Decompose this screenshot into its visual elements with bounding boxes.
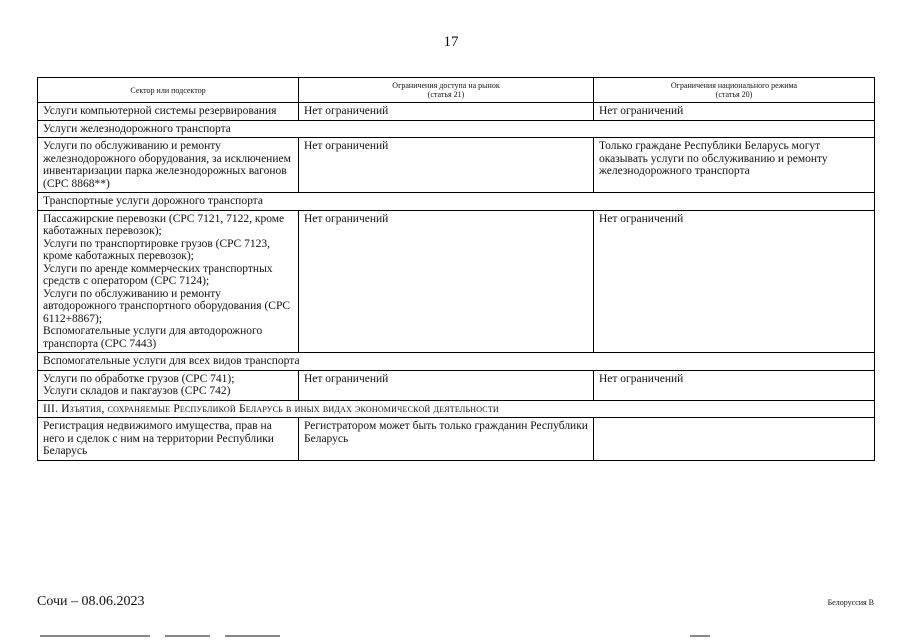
national-treatment-cell [594, 418, 875, 461]
section-row [38, 353, 875, 371]
sector-text: Услуги по транспортировке грузов (CPC 7123, кроме каботажных перевозок); [43, 237, 270, 262]
sector-text: Услуги по обработке грузов (CPC 741); [43, 372, 235, 385]
table-row [38, 418, 875, 461]
sector-text: Услуги по аренде коммерческих транспортных средств с оператором (CPC 7124); [43, 262, 273, 287]
section-row [38, 193, 875, 211]
sector-text: Услуги складов и пакгаузов (CPC 742) [43, 385, 231, 397]
sector-text: Услуги компьютерной системы резервирования [43, 105, 277, 117]
sector-text: Услуги по обслуживанию и ремонту железнодорожного оборудования, за исключением инвентаризации парка железнодорожных вагонов (CPC 8868**) [43, 140, 291, 190]
header-sector-label: Сектор или подсектор [130, 85, 206, 95]
sector-text: Пассажирские перевозки (CPC 7121, 7122, кроме каботажных перевозок); [43, 212, 285, 237]
sector-cell [38, 138, 299, 193]
header-national-treatment-article: (статья 20) [715, 90, 753, 99]
header-market-access-label: Ограничения доступа на рынок [392, 81, 500, 90]
sector-cell [38, 210, 299, 353]
sector-text: Услуги по обслуживанию и ремонту автодорожного транспортного оборудования (CPC 6112+8867); [43, 287, 291, 325]
schedule-table [37, 77, 875, 461]
sector-cell [38, 418, 299, 461]
table-row [38, 370, 875, 400]
market-access-cell: Нет ограничений [299, 210, 594, 353]
header-national-treatment [594, 78, 875, 103]
national-treatment-cell: Только граждане Республики Беларусь могут оказывать услуги по обслуживанию и ремонту железнодорожного транспорта [594, 138, 875, 193]
sector-cell [38, 103, 299, 121]
footer-place-date: Сочи – 08.06.2023 [37, 594, 145, 609]
header-market-access [299, 78, 594, 103]
national-treatment-cell: Нет ограничений [594, 103, 875, 121]
market-access-cell: Нет ограничений [299, 103, 594, 121]
table-header-row [38, 78, 875, 103]
national-treatment-cell: Нет ограничений [594, 210, 875, 353]
part-heading: III. Изъятия, сохраняемые Республикой Беларусь в иных видах экономической деятельности [38, 400, 875, 418]
section-heading: Услуги железнодорожного транспорта [38, 120, 875, 138]
market-access-cell: Нет ограничений [299, 370, 594, 400]
section-row [38, 400, 875, 418]
footer-annex-label: Белоруссия В [827, 598, 874, 607]
table-row [38, 103, 875, 121]
scan-artifact-divider [0, 632, 902, 640]
header-national-treatment-label: Ограничения национального режима [670, 81, 798, 90]
market-access-cell: Регистратором может быть только гражданин Республики Беларусь [299, 418, 594, 461]
table-row [38, 210, 875, 353]
section-heading: Вспомогательные услуги для всех видов транспорта [38, 353, 875, 371]
national-treatment-cell: Нет ограничений [594, 370, 875, 400]
table-row [38, 138, 875, 193]
sector-text: Вспомогательные услуги для автодорожного транспорта (CPC 7443) [43, 325, 263, 350]
header-market-access-article: (статья 21) [427, 90, 465, 99]
market-access-cell: Нет ограничений [299, 138, 594, 193]
section-row [38, 120, 875, 138]
header-sector [38, 78, 299, 103]
sector-cell [38, 370, 299, 400]
page-number: 17 [443, 34, 459, 50]
section-heading: Транспортные услуги дорожного транспорта [38, 193, 875, 211]
sector-text: Регистрация недвижимого имущества, прав на него и сделок с ним на территории Республики Беларусь [43, 420, 274, 457]
